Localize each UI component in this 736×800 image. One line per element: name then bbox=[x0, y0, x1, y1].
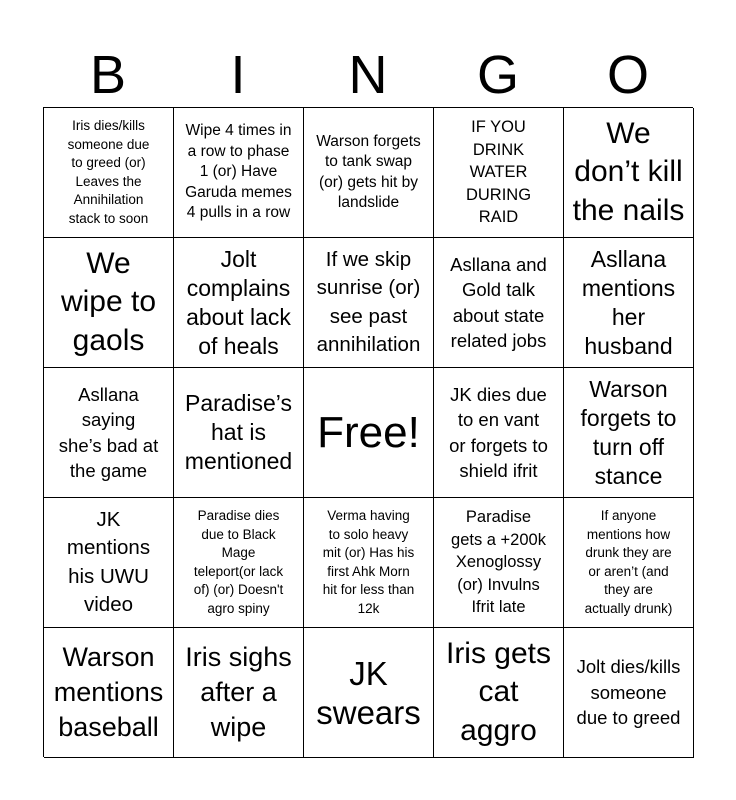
bingo-cell[interactable] bbox=[434, 108, 564, 238]
cell-text: JK swears bbox=[316, 654, 421, 731]
header-letter-g: G bbox=[476, 45, 519, 105]
bingo-cell[interactable] bbox=[174, 108, 304, 238]
header-letter-i: I bbox=[230, 45, 246, 105]
cell-text: Verma having to solo heavy mit (or) Has his first Ahk Morn hit for less than 12k bbox=[322, 508, 415, 616]
bingo-cell[interactable] bbox=[434, 628, 564, 758]
cell-text: JK mentions his UWU video bbox=[66, 507, 151, 616]
bingo-cell[interactable] bbox=[564, 238, 694, 368]
bingo-header bbox=[43, 44, 693, 106]
bingo-cell[interactable] bbox=[44, 108, 174, 238]
cell-text: Asllana and Gold talk about state related jobs bbox=[450, 253, 547, 351]
header-letter-o: O bbox=[606, 45, 649, 105]
cell-text: Iris dies/kills someone due to greed (or) Leaves the Annihilation stack to soon bbox=[67, 118, 150, 226]
bingo-cell[interactable] bbox=[44, 368, 174, 498]
header-letter-b: B bbox=[89, 45, 127, 105]
cell-text: Free! bbox=[317, 407, 420, 457]
bingo-cell[interactable] bbox=[44, 628, 174, 758]
header-letter-n: N bbox=[348, 45, 388, 105]
cell-text: We wipe to gaols bbox=[60, 246, 157, 357]
cell-text: JK dies due to en vant or forgets to shield ifrit bbox=[449, 383, 548, 481]
cell-text: Paradise gets a +200k Xenoglossy (or) Invulns Ifrit late bbox=[451, 508, 546, 617]
bingo-cell[interactable] bbox=[304, 628, 434, 758]
bingo-cell[interactable] bbox=[304, 108, 434, 238]
cell-text: If we skip sunrise (or) see past annihilation bbox=[316, 247, 421, 356]
cell-text: Iris sighs after a wipe bbox=[185, 642, 292, 742]
cell-text: If anyone mentions how drunk they are or aren’t (and they are actually drunk) bbox=[584, 508, 673, 616]
cell-text: Jolt complains about lack of heals bbox=[186, 245, 291, 359]
bingo-cell[interactable] bbox=[564, 628, 694, 758]
bingo-cell[interactable] bbox=[174, 368, 304, 498]
bingo-cell[interactable] bbox=[564, 498, 694, 628]
cell-text: Warson forgets to turn off stance bbox=[580, 375, 677, 489]
bingo-grid bbox=[43, 107, 693, 757]
bingo-cell[interactable] bbox=[174, 628, 304, 758]
bingo-cell[interactable] bbox=[434, 238, 564, 368]
bingo-cell[interactable] bbox=[434, 498, 564, 628]
bingo-cell[interactable] bbox=[174, 498, 304, 628]
cell-text: Wipe 4 times in a row to phase 1 (or) Have Garuda memes 4 pulls in a row bbox=[185, 122, 292, 222]
bingo-cell[interactable] bbox=[174, 238, 304, 368]
free-cell[interactable] bbox=[304, 368, 434, 498]
bingo-cell[interactable] bbox=[434, 368, 564, 498]
cell-text: Paradise dies due to Black Mage teleport(or lack of) (or) Doesn't agro spiny bbox=[193, 508, 284, 616]
bingo-cell[interactable] bbox=[44, 238, 174, 368]
cell-text: We don’t kill the nails bbox=[572, 116, 685, 227]
bingo-cell[interactable] bbox=[44, 498, 174, 628]
cell-text: Warson forgets to tank swap (or) gets hit by landslide bbox=[316, 132, 421, 211]
cell-text: Paradise’s hat is mentioned bbox=[184, 390, 293, 474]
bingo-cell[interactable] bbox=[564, 108, 694, 238]
cell-text: Warson mentions baseball bbox=[53, 642, 164, 742]
cell-text: Jolt dies/kills someone due to greed bbox=[576, 656, 681, 729]
cell-text: IF YOU DRINK WATER DURING RAID bbox=[465, 118, 532, 227]
bingo-cell[interactable] bbox=[304, 498, 434, 628]
cell-text: Asllana saying she’s bad at the game bbox=[58, 383, 159, 481]
bingo-cell[interactable] bbox=[564, 368, 694, 498]
bingo-cell[interactable] bbox=[304, 238, 434, 368]
cell-text: Asllana mentions her husband bbox=[581, 245, 676, 359]
cell-text: Iris gets cat aggro bbox=[445, 636, 552, 747]
